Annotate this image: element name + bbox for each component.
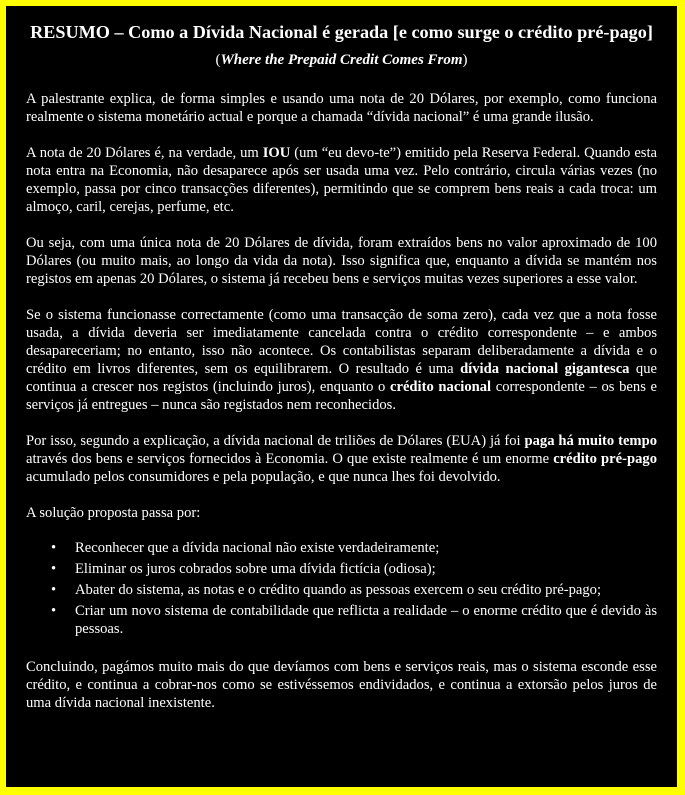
p4-national-credit: crédito nacional	[390, 379, 492, 395]
list-item-text: Reconhecer que a dívida nacional não existe verdadeiramente;	[75, 540, 440, 556]
paragraph-conclusion: Concluindo, pagámos muito mais do que devíamos com bens e serviços reais, mas o sistema esconde esse crédito, e continua a cobrar-nos como se estivéssemos endividados, e continua a extorsão pelos juros de uma dívida nacional inexistente.	[26, 659, 657, 711]
p5-text-e: acumulado pelos consumidores e pela população, e que nunca lhes foi devolvido.	[26, 469, 501, 485]
p5-prepaid-credit: crédito pré-pago	[553, 451, 657, 467]
page-title	[26, 20, 657, 44]
bullet-icon: •	[51, 603, 57, 619]
paragraph-prepaid	[26, 432, 657, 486]
bullet-icon: •	[51, 540, 57, 556]
paragraph-value: Ou seja, com uma única nota de 20 Dólares de dívida, foram extraídos bens no valor aproximado de 100 Dólares (ou muito mais, ao longo da vida da nota). Isso significa que, enquanto a dívida se mantém nos registos em apenas 20 Dólares, o sistema já recebeu bens e serviços muitas vezes superiores a esse valor.	[26, 235, 657, 287]
list-item	[51, 539, 657, 557]
p4-giant-debt: dívida nacional gigantesca	[460, 361, 630, 377]
bullet-icon: •	[51, 561, 57, 577]
paragraph-intro: A palestrante explica, de forma simples e usando uma nota de 20 Dólares, por exemplo, como funciona realmente o sistema monetário actual e porque a chamada “dívida nacional” é uma grande ilusão.	[26, 91, 657, 125]
solution-list	[26, 539, 657, 638]
title-dash: –	[109, 22, 129, 42]
p5-text-c: através dos bens e serviços fornecidos à Economia. O que existe realmente é um enorme	[26, 451, 554, 467]
list-item-text: Abater do sistema, as notas e o crédito quando as pessoas exercem o seu crédito pré-pago;	[75, 582, 602, 598]
list-item-text: Eliminar os juros cobrados sobre uma dívida fictícia (odiosa);	[75, 561, 436, 577]
bullet-icon: •	[51, 582, 57, 598]
p2-text-c: (um “eu devo-te”) emitido pela Reserva Federal. Quando esta nota entra na Economia, não desaparece após ser usada uma vez. Pelo contrário, circula várias vezes (no exemplo, passa por cinco transacções diferentes), permitindo que se comprem bens reais a cada troca: um almoço, caril, cerejas, perfume, etc.	[26, 145, 658, 215]
subtitle-text: Where the Prepaid Credit Comes From	[220, 52, 463, 68]
p4-text-c: que continua a crescer nos registos (incluindo juros), enquanto o	[26, 361, 657, 395]
list-item	[51, 560, 657, 578]
p2-text-a: A nota de 20 Dólares é, na verdade, um	[26, 145, 263, 161]
list-item-text: Criar um novo sistema de contabilidade que reflicta a realidade – o enorme crédito que é devido às pessoas.	[75, 603, 657, 637]
p5-text-a: Por isso, segundo a explicação, a dívida nacional de triliões de Dólares (EUA) já foi	[26, 433, 525, 449]
paragraph-iou	[26, 144, 657, 216]
title-main: Como a Dívida Nacional é gerada [e como surge o crédito pré-pago]	[128, 22, 653, 42]
title-prefix: RESUMO	[30, 22, 110, 42]
paragraph-accounting	[26, 306, 657, 414]
p2-iou: IOU	[262, 145, 291, 161]
p4-text-e: correspondente – os bens e serviços já entregues – nunca são registados nem reconhecidos.	[26, 379, 657, 413]
list-item	[51, 602, 657, 638]
paragraph-solution-intro: A solução proposta passa por:	[26, 505, 201, 521]
p5-paid-long-ago: paga há muito tempo	[524, 433, 657, 449]
summary-panel	[6, 6, 677, 787]
subtitle-paren-open: (	[215, 52, 221, 68]
list-item	[51, 581, 657, 599]
p4-text-a: Se o sistema funcionasse correctamente (como uma transacção de soma zero), cada vez que a nota fosse usada, a dívida deveria ser imediatamente cancelada contra o crédito correspondente – e ambos desapareceriam; no entanto, isso não acontece. Os contabilistas separam deliberadamente a dívida e o crédito em livros diferentes, sem os equilibrarem. O resultado é uma	[26, 307, 657, 377]
subtitle-paren-close: )	[462, 52, 468, 68]
page-subtitle	[26, 50, 657, 70]
